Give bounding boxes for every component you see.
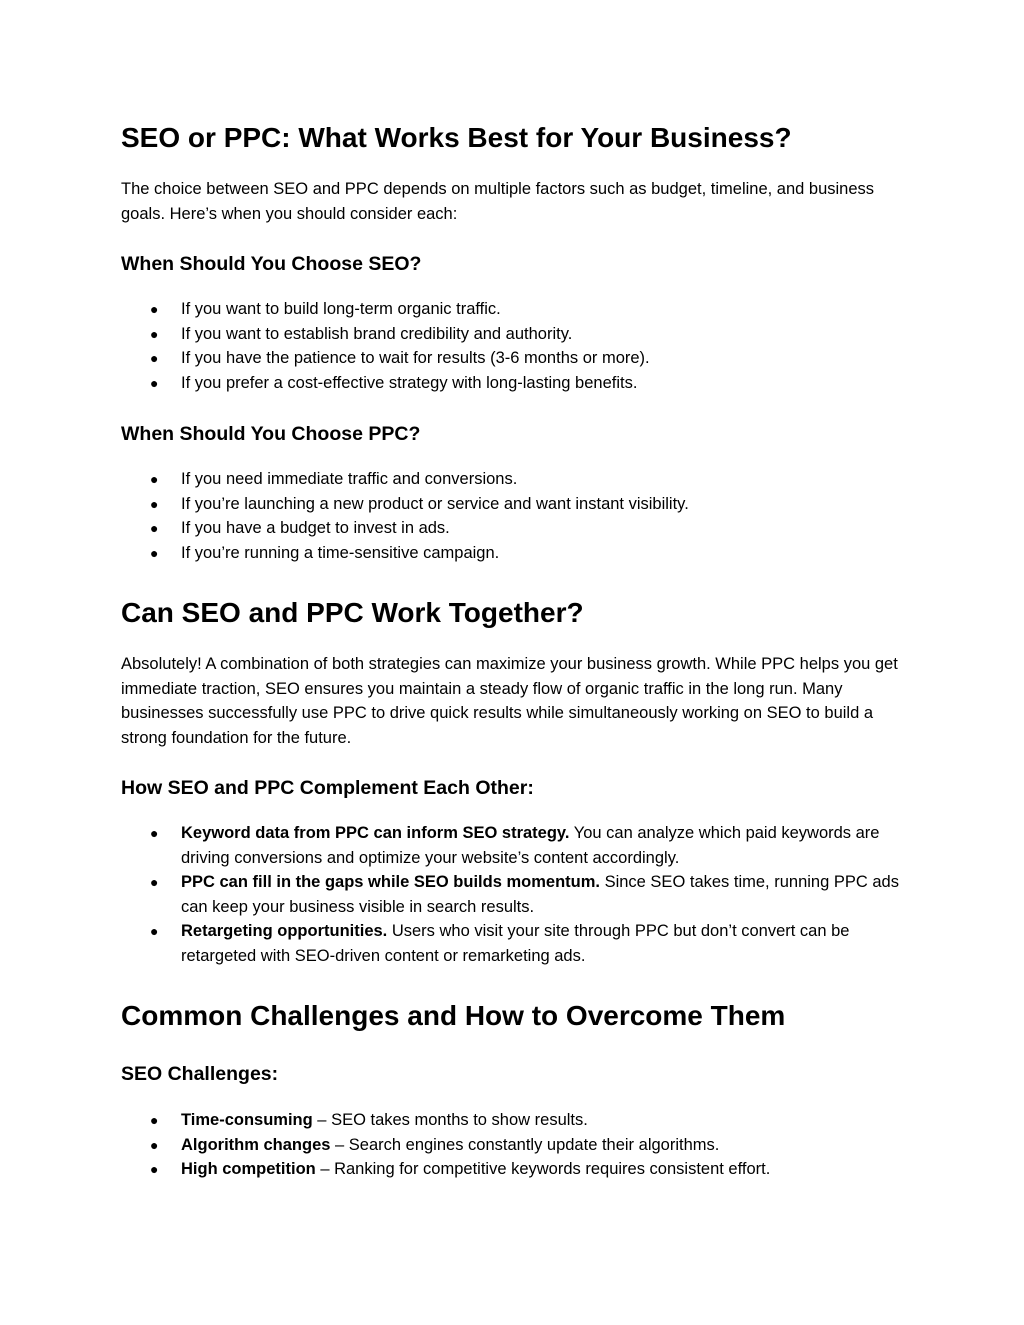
- bullet-icon: ●: [150, 923, 159, 939]
- list-item: [121, 467, 911, 492]
- list-item-text: You can analyze which paid keywords are driving conversions and optimize your website’s content accordingly.: [181, 824, 880, 867]
- list-item-text: – Search engines constantly update their algorithms.: [330, 1135, 720, 1154]
- list-item: [121, 516, 911, 541]
- bullet-icon: ●: [150, 874, 159, 890]
- list-item-text: If you have the patience to wait for results (3-6 months or more).: [181, 349, 650, 367]
- bullet-icon: ●: [150, 1161, 159, 1177]
- section-title-work-together: Can SEO and PPC Work Together?: [121, 597, 584, 628]
- list-item: [121, 541, 911, 566]
- choose-seo-list: [121, 297, 911, 395]
- list-item: [121, 870, 911, 919]
- section-title-challenges: Common Challenges and How to Overcome Them: [121, 1000, 786, 1031]
- list-item: [121, 371, 911, 396]
- section-title-seo-or-ppc: SEO or PPC: What Works Best for Your Business?: [121, 122, 792, 153]
- list-item: [121, 346, 911, 371]
- list-item: [121, 297, 911, 322]
- subheading-complement: How SEO and PPC Complement Each Other:: [121, 777, 534, 799]
- list-item: [121, 1157, 911, 1182]
- list-item: [121, 1133, 911, 1158]
- list-item: [121, 919, 911, 968]
- bullet-icon: ●: [150, 520, 159, 536]
- bullet-icon: ●: [150, 495, 159, 512]
- list-item-text: Users who visit your site through PPC but don’t convert can be retargeted with SEO-driven content or remarketing ads.: [181, 922, 850, 965]
- list-item-bold: Time-consuming: [181, 1111, 313, 1129]
- subheading-choose-seo: When Should You Choose SEO?: [121, 253, 422, 275]
- complement-list: [121, 821, 911, 968]
- bullet-icon: ●: [150, 325, 159, 342]
- list-item-text: If you want to establish brand credibility and authority.: [181, 324, 573, 343]
- list-item: [121, 1108, 911, 1133]
- list-item-bold: PPC can fill in the gaps while SEO builds momentum.: [181, 873, 600, 891]
- bullet-icon: ●: [150, 544, 159, 561]
- list-item-text: – Ranking for competitive keywords requires consistent effort.: [315, 1160, 771, 1178]
- list-item: [121, 821, 911, 870]
- bullet-icon: ●: [150, 825, 159, 841]
- seo-challenges-list: [121, 1108, 911, 1182]
- list-item-text: If you’re launching a new product or service and want instant visibility.: [181, 494, 689, 513]
- list-item-text: – SEO takes months to show results.: [312, 1111, 588, 1129]
- intro-paragraph: The choice between SEO and PPC depends on multiple factors such as budget, timeline, and business goals. Here’s when you should consider each:: [121, 180, 875, 223]
- subheading-seo-challenges: SEO Challenges:: [121, 1063, 279, 1085]
- choose-ppc-list: [121, 467, 911, 565]
- list-item: [121, 492, 911, 517]
- list-item-text: If you prefer a cost-effective strategy with long-lasting benefits.: [181, 373, 638, 392]
- bullet-icon: ●: [150, 374, 159, 391]
- list-item-text: If you want to build long-term organic traffic.: [181, 300, 501, 318]
- bullet-icon: ●: [150, 471, 159, 487]
- together-paragraph: Absolutely! A combination of both strategies can maximize your business growth. While PPC helps you get immediate traction, SEO ensures you maintain a steady flow of organic traffic in the long run. Many businesses successfully use PPC to drive quick results while simultaneously working on SEO to build a strong foundation for the future.: [121, 655, 898, 747]
- list-item-text: If you’re running a time-sensitive campaign.: [181, 543, 500, 562]
- list-item-text: Since SEO takes time, running PPC ads can keep your business visible in search results.: [181, 873, 899, 916]
- list-item-bold: Retargeting opportunities.: [181, 922, 388, 940]
- list-item-bold: Algorithm changes: [181, 1135, 331, 1154]
- list-item-bold: High competition: [181, 1160, 316, 1178]
- list-item-bold: Keyword data from PPC can inform SEO strategy.: [181, 824, 570, 842]
- bullet-icon: ●: [150, 1112, 159, 1128]
- list-item: [121, 322, 911, 347]
- bullet-icon: ●: [150, 350, 159, 366]
- list-item-text: If you have a budget to invest in ads.: [181, 519, 450, 537]
- subheading-choose-ppc: When Should You Choose PPC?: [121, 423, 421, 445]
- bullet-icon: ●: [150, 1136, 159, 1153]
- bullet-icon: ●: [150, 301, 159, 317]
- list-item-text: If you need immediate traffic and conversions.: [181, 470, 518, 488]
